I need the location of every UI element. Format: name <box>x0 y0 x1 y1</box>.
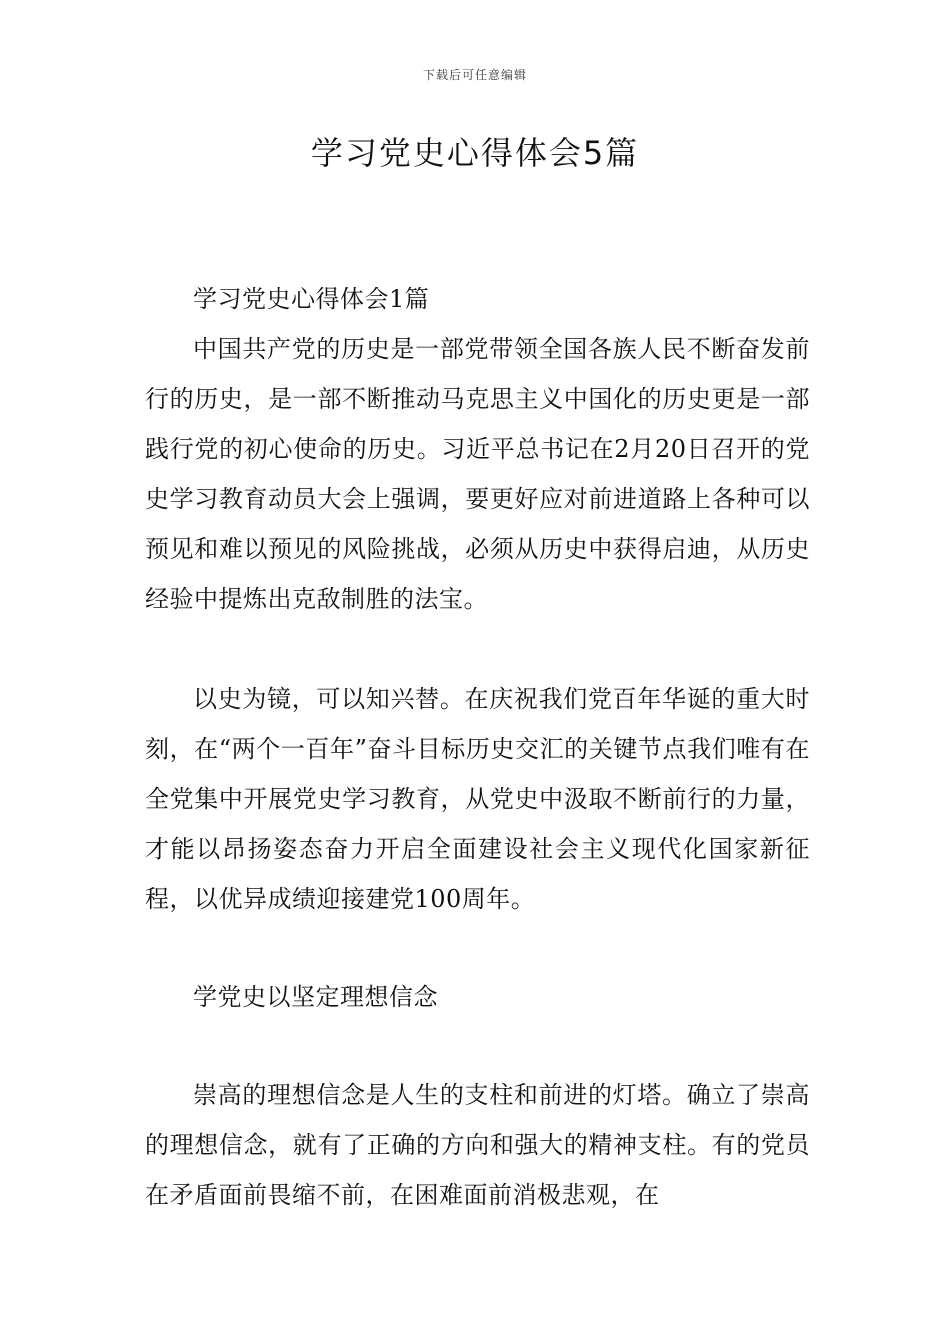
section-heading-2: 学党史以坚定理想信念 <box>193 983 438 1011</box>
header-note: 下载后可任意编辑 <box>422 68 527 82</box>
section-heading-1: 学习党史心得体会1篇 <box>193 285 430 313</box>
document-title: 学习党史心得体会5篇 <box>310 134 640 172</box>
paragraph-2: 以史为镜，可以知兴替。在庆祝我们党百年华诞的重大时刻，在“两个一百年”奋斗目标历史交汇的关键节点我们唯有在全党集中开展党史学习教育，从党史中汲取不断前行的力量，才能以昂扬姿态奋力开启全面建设社会主义现代化国家新征程，以优异成绩迎接建党100周年。 <box>145 685 810 913</box>
paragraph-3: 崇高的理想信念是人生的支柱和前进的灯塔。确立了崇高的理想信念，就有了正确的方向和强大的精神支柱。有的党员在矛盾面前畏缩不前，在困难面前消极悲观，在 <box>145 1081 810 1209</box>
paragraph-1: 中国共产党的历史是一部党带领全国各族人民不断奋发前行的历史，是一部不断推动马克思主义中国化的历史更是一部践行党的初心使命的历史。习近平总书记在2月20日召开的党史学习教育动员大会上强调，要更好应对前进道路上各种可以预见和难以预见的风险挑战，必须从历史中获得启迪，从历史经验中提炼出克敌制胜的法宝。 <box>145 335 810 613</box>
